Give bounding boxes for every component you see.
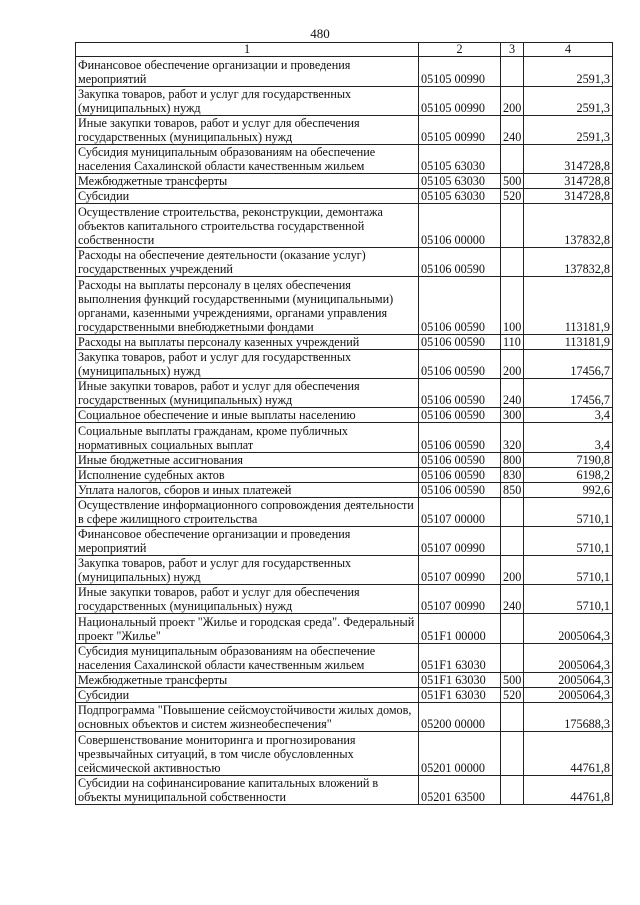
row-amount-cell: 137832,8 [524, 204, 613, 248]
row-name-cell: Расходы на выплаты персоналу в целях обеспечения выполнения функций государственными (муниципальными) органами, казенными учреждениями, органами управления государственными внебюджетными фондами [76, 277, 419, 335]
row-name-cell: Закупка товаров, работ и услуг для государственных (муниципальных) нужд [76, 556, 419, 585]
table-row [76, 644, 613, 673]
row-code-cell: 05201 00000 [419, 732, 501, 776]
row-amount-cell: 113181,9 [524, 277, 613, 335]
row-name-cell: Иные закупки товаров, работ и услуг для обеспечения государственных (муниципальных) нужд [76, 585, 419, 614]
row-code-cell: 05107 00990 [419, 556, 501, 585]
table-row [76, 688, 613, 703]
row-amount-cell: 6198,2 [524, 468, 613, 483]
row-code-cell: 05106 00590 [419, 408, 501, 423]
row-amount-cell: 5710,1 [524, 585, 613, 614]
row-code-cell: 05106 00590 [419, 335, 501, 350]
row-name-cell: Осуществление строительства, реконструкции, демонтажа объектов капитального строительства государственной собственности [76, 204, 419, 248]
row-amount-cell: 175688,3 [524, 703, 613, 732]
row-code-cell: 05105 00990 [419, 116, 501, 145]
budget-table-body [76, 43, 613, 805]
table-row [76, 614, 613, 644]
row-amount-cell: 17456,7 [524, 350, 613, 379]
row-code-cell: 051F1 00000 [419, 614, 501, 644]
row-name-cell: Иные бюджетные ассигнования [76, 453, 419, 468]
row-amount-cell: 2591,3 [524, 87, 613, 116]
row-type-cell: 520 [501, 189, 524, 204]
header-col-code: 2 [419, 43, 501, 57]
row-name-cell: Субсидия муниципальным образованиям на обеспечение населения Сахалинской области качественным жильем [76, 145, 419, 174]
row-code-cell: 05105 63030 [419, 174, 501, 189]
row-type-cell: 200 [501, 556, 524, 585]
row-name-cell: Иные закупки товаров, работ и услуг для обеспечения государственных (муниципальных) нужд [76, 379, 419, 408]
row-amount-cell: 44761,8 [524, 732, 613, 776]
row-code-cell: 05200 00000 [419, 703, 501, 732]
row-name-cell: Субсидии [76, 189, 419, 204]
table-header-row [76, 43, 613, 57]
table-row [76, 556, 613, 585]
row-code-cell: 051F1 63030 [419, 644, 501, 673]
table-row [76, 468, 613, 483]
row-name-cell: Социальные выплаты гражданам, кроме публичных нормативных социальных выплат [76, 423, 419, 453]
row-code-cell: 051F1 63030 [419, 688, 501, 703]
row-amount-cell: 2005064,3 [524, 673, 613, 688]
row-amount-cell: 5710,1 [524, 527, 613, 556]
table-row [76, 204, 613, 248]
row-type-cell: 100 [501, 277, 524, 335]
table-row [76, 423, 613, 453]
row-name-cell: Уплата налогов, сборов и иных платежей [76, 483, 419, 498]
table-row [76, 145, 613, 174]
row-amount-cell: 17456,7 [524, 379, 613, 408]
page-number: 480 [310, 26, 330, 41]
table-row [76, 585, 613, 614]
row-type-cell [501, 204, 524, 248]
row-code-cell: 051F1 63030 [419, 673, 501, 688]
row-amount-cell: 314728,8 [524, 174, 613, 189]
row-type-cell [501, 145, 524, 174]
row-code-cell: 05106 00590 [419, 277, 501, 335]
row-code-cell: 05106 00590 [419, 379, 501, 408]
row-code-cell: 05106 00590 [419, 350, 501, 379]
table-row [76, 703, 613, 732]
row-type-cell: 200 [501, 87, 524, 116]
row-type-cell [501, 644, 524, 673]
row-type-cell: 110 [501, 335, 524, 350]
row-amount-cell: 2591,3 [524, 57, 613, 87]
table-row [76, 248, 613, 277]
table-row [76, 776, 613, 805]
row-name-cell: Закупка товаров, работ и услуг для государственных (муниципальных) нужд [76, 87, 419, 116]
row-code-cell: 05201 63500 [419, 776, 501, 805]
row-code-cell: 05107 00000 [419, 498, 501, 527]
row-name-cell: Совершенствование мониторинга и прогнозирования чрезвычайных ситуаций, в том числе обусловленных сейсмической активностью [76, 732, 419, 776]
row-name-cell: Субсидии на софинансирование капитальных вложений в объекты муниципальной собственности [76, 776, 419, 805]
row-type-cell [501, 498, 524, 527]
row-name-cell: Социальное обеспечение и иные выплаты населению [76, 408, 419, 423]
table-row [76, 277, 613, 335]
row-name-cell: Межбюджетные трансферты [76, 174, 419, 189]
row-type-cell: 240 [501, 585, 524, 614]
row-type-cell: 830 [501, 468, 524, 483]
table-row [76, 174, 613, 189]
table-row [76, 453, 613, 468]
row-name-cell: Иные закупки товаров, работ и услуг для обеспечения государственных (муниципальных) нужд [76, 116, 419, 145]
row-type-cell: 850 [501, 483, 524, 498]
row-amount-cell: 314728,8 [524, 145, 613, 174]
row-type-cell: 800 [501, 453, 524, 468]
row-amount-cell: 2005064,3 [524, 688, 613, 703]
row-code-cell: 05106 00590 [419, 483, 501, 498]
row-code-cell: 05105 63030 [419, 145, 501, 174]
row-type-cell [501, 248, 524, 277]
row-type-cell: 300 [501, 408, 524, 423]
row-amount-cell: 2005064,3 [524, 614, 613, 644]
row-name-cell: Финансовое обеспечение организации и проведения мероприятий [76, 57, 419, 87]
row-name-cell: Осуществление информационного сопровождения деятельности в сфере жилищного строительства [76, 498, 419, 527]
table-row [76, 673, 613, 688]
row-amount-cell: 3,4 [524, 423, 613, 453]
row-type-cell [501, 703, 524, 732]
row-type-cell [501, 732, 524, 776]
table-row [76, 116, 613, 145]
row-type-cell: 320 [501, 423, 524, 453]
header-col-type: 3 [501, 43, 524, 57]
row-name-cell: Исполнение судебных актов [76, 468, 419, 483]
row-code-cell: 05106 00590 [419, 453, 501, 468]
row-amount-cell: 2005064,3 [524, 644, 613, 673]
table-row [76, 483, 613, 498]
row-name-cell: Расходы на обеспечение деятельности (оказание услуг) государственных учреждений [76, 248, 419, 277]
row-name-cell: Субсидия муниципальным образованиям на обеспечение населения Сахалинской области качественным жильем [76, 644, 419, 673]
row-code-cell: 05106 00590 [419, 248, 501, 277]
row-type-cell [501, 614, 524, 644]
row-code-cell: 05107 00990 [419, 527, 501, 556]
row-type-cell: 240 [501, 116, 524, 145]
header-col-name: 1 [76, 43, 419, 57]
row-name-cell: Национальный проект "Жилье и городская среда". Федеральный проект "Жилье" [76, 614, 419, 644]
row-code-cell: 05105 00990 [419, 87, 501, 116]
row-code-cell: 05106 00590 [419, 468, 501, 483]
row-code-cell: 05106 00000 [419, 204, 501, 248]
row-name-cell: Субсидии [76, 688, 419, 703]
row-code-cell: 05105 63030 [419, 189, 501, 204]
row-amount-cell: 2591,3 [524, 116, 613, 145]
row-name-cell: Межбюджетные трансферты [76, 673, 419, 688]
table-row [76, 527, 613, 556]
table-row [76, 189, 613, 204]
row-type-cell [501, 527, 524, 556]
table-row [76, 57, 613, 87]
row-type-cell: 500 [501, 174, 524, 189]
row-type-cell: 520 [501, 688, 524, 703]
table-row [76, 350, 613, 379]
table-row [76, 335, 613, 350]
table-row [76, 408, 613, 423]
table-row [76, 732, 613, 776]
row-type-cell: 240 [501, 379, 524, 408]
row-amount-cell: 7190,8 [524, 453, 613, 468]
row-type-cell: 200 [501, 350, 524, 379]
row-amount-cell: 44761,8 [524, 776, 613, 805]
row-amount-cell: 113181,9 [524, 335, 613, 350]
row-name-cell: Закупка товаров, работ и услуг для государственных (муниципальных) нужд [76, 350, 419, 379]
row-amount-cell: 5710,1 [524, 556, 613, 585]
table-row [76, 498, 613, 527]
row-name-cell: Расходы на выплаты персоналу казенных учреждений [76, 335, 419, 350]
row-name-cell: Финансовое обеспечение организации и проведения мероприятий [76, 527, 419, 556]
header-col-amount: 4 [524, 43, 613, 57]
row-amount-cell: 5710,1 [524, 498, 613, 527]
row-amount-cell: 3,4 [524, 408, 613, 423]
row-code-cell: 05105 00990 [419, 57, 501, 87]
budget-table [75, 42, 613, 805]
row-code-cell: 05107 00990 [419, 585, 501, 614]
row-code-cell: 05106 00590 [419, 423, 501, 453]
row-type-cell: 500 [501, 673, 524, 688]
table-row [76, 87, 613, 116]
row-type-cell [501, 776, 524, 805]
table-row [76, 379, 613, 408]
row-amount-cell: 992,6 [524, 483, 613, 498]
row-amount-cell: 137832,8 [524, 248, 613, 277]
row-amount-cell: 314728,8 [524, 189, 613, 204]
row-name-cell: Подпрограмма "Повышение сейсмоустойчивости жилых домов, основных объектов и систем жизнеобеспечения" [76, 703, 419, 732]
row-type-cell [501, 57, 524, 87]
